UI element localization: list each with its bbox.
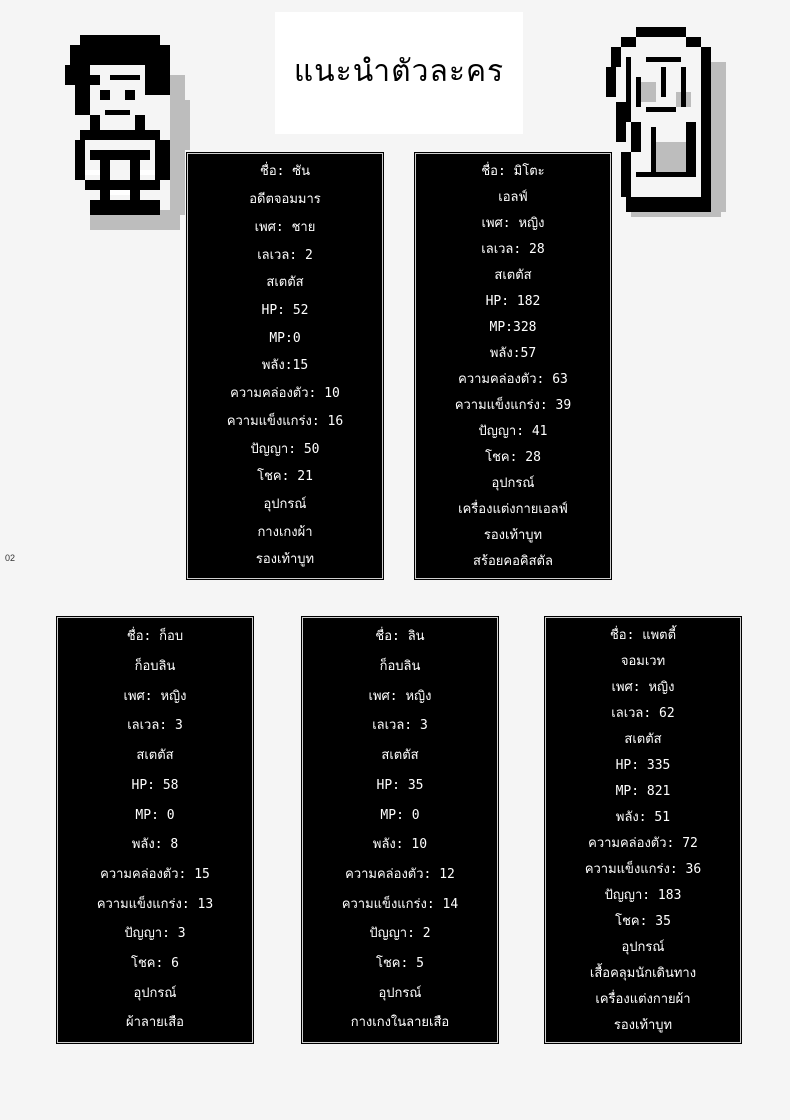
card-line: กางเกงผ้า <box>257 524 313 540</box>
card-line: สเตตัส <box>494 267 532 283</box>
character-card-gob <box>57 617 253 1043</box>
card-line: เพศ: หญิง <box>368 688 432 704</box>
card-line: ชื่อ: ก็อบ <box>126 629 184 645</box>
card-line: ความแข็งแกร่ง: 13 <box>96 896 214 912</box>
card-line: ความแข็งแกร่ง: 16 <box>226 413 344 429</box>
card-line: ความคล่องตัว: 63 <box>458 371 568 387</box>
card-line: พลัง: 10 <box>372 837 428 853</box>
card-line: ก็อบลิน <box>379 659 421 675</box>
card-line: เสื้อคลุมนักเดินทาง <box>589 965 697 981</box>
card-line: ความแข็งแกร่ง: 36 <box>584 861 702 877</box>
card-line: โชค: 35 <box>615 913 671 929</box>
card-line: ความแข็งแกร่ง: 39 <box>454 397 572 413</box>
character-card-patty <box>545 617 741 1043</box>
title-banner <box>275 12 523 134</box>
card-line: โชค: 6 <box>131 956 179 972</box>
card-line: อดีตจอมมาร <box>249 192 321 208</box>
card-line: ชื่อ: ลิน <box>375 629 425 645</box>
card-line: โชค: 28 <box>485 449 541 465</box>
card-line: อุปกรณ์ <box>491 475 535 491</box>
card-line: สเตตัส <box>381 748 419 764</box>
card-line: จอมเวท <box>620 653 666 669</box>
card-line: ปัญญา: 41 <box>478 423 548 439</box>
card-line: ชื่อ: ซัน <box>260 164 310 180</box>
card-line: อุปกรณ์ <box>621 939 665 955</box>
page-title: แนะนำตัวละคร <box>293 53 505 89</box>
card-line: ปัญญา: 3 <box>124 926 186 942</box>
card-line: อุปกรณ์ <box>378 985 422 1001</box>
demon-lord-pixel-portrait <box>60 30 195 235</box>
card-line: ความคล่องตัว: 15 <box>100 866 210 882</box>
card-line: MP: 821 <box>615 783 671 799</box>
card-line: ความคล่องตัว: 12 <box>345 866 455 882</box>
card-line: เครื่องแต่งกายเอลฟ์ <box>458 501 568 517</box>
character-card-mito <box>415 153 611 579</box>
card-line: ก็อบลิน <box>134 659 176 675</box>
card-line: รองเท้าบูท <box>613 1017 673 1033</box>
card-line: เพศ: หญิง <box>611 679 675 695</box>
card-line: HP: 58 <box>131 777 179 793</box>
card-line: กางเกงในลายเสือ <box>350 1015 450 1031</box>
card-line: สเตตัส <box>266 275 304 291</box>
card-line: เลเวล: 2 <box>257 247 313 263</box>
card-line: เลเวล: 3 <box>127 718 183 734</box>
card-line: รองเท้าบูท <box>483 527 543 543</box>
card-line: เครื่องแต่งกายผ้า <box>595 991 691 1007</box>
card-line: พลัง:15 <box>261 358 309 374</box>
card-line: เพศ: หญิง <box>481 215 545 231</box>
card-line: โชค: 21 <box>257 469 313 485</box>
card-line: พลัง: 8 <box>131 837 179 853</box>
card-line: เอลฟ์ <box>498 189 528 205</box>
card-line: พลัง:57 <box>489 345 537 361</box>
card-line: เพศ: หญิง <box>123 688 187 704</box>
card-line: เลเวล: 62 <box>611 705 675 721</box>
card-line: อุปกรณ์ <box>263 496 307 512</box>
card-line: โชค: 5 <box>376 956 424 972</box>
card-line: HP: 35 <box>376 777 424 793</box>
card-line: ผ้าลายเสือ <box>126 1015 184 1031</box>
page-number: 02 <box>5 553 16 563</box>
card-line: อุปกรณ์ <box>133 985 177 1001</box>
character-card-sun <box>187 153 383 579</box>
card-line: เลเวล: 3 <box>372 718 428 734</box>
card-line: ปัญญา: 50 <box>250 441 320 457</box>
card-line: MP: 0 <box>380 807 420 823</box>
card-line: สเตตัส <box>624 731 662 747</box>
card-line: ความคล่องตัว: 10 <box>230 386 340 402</box>
card-line: ความแข็งแกร่ง: 14 <box>341 896 459 912</box>
card-line: HP: 52 <box>261 302 309 318</box>
card-line: สเตตัส <box>136 748 174 764</box>
card-line: สร้อยคอคิสตัล <box>473 553 553 569</box>
card-line: เลเวล: 28 <box>481 241 545 257</box>
card-line: เพศ: ชาย <box>254 219 316 235</box>
card-line: รองเท้าบูท <box>255 552 315 568</box>
card-line: HP: 335 <box>615 757 671 773</box>
card-line: ปัญญา: 183 <box>604 887 682 903</box>
card-line: ชื่อ: แพตตี้ <box>609 627 677 643</box>
character-card-lin <box>302 617 498 1043</box>
card-line: ปัญญา: 2 <box>369 926 431 942</box>
card-line: พลัง: 51 <box>615 809 671 825</box>
card-line: MP:328 <box>489 319 537 335</box>
card-line: HP: 182 <box>485 293 541 309</box>
card-line: ชื่อ: มิโตะ <box>481 163 545 179</box>
elf-pixel-portrait <box>596 22 736 222</box>
card-line: ความคล่องตัว: 72 <box>588 835 698 851</box>
card-line: MP:0 <box>269 330 301 346</box>
card-line: MP: 0 <box>135 807 175 823</box>
